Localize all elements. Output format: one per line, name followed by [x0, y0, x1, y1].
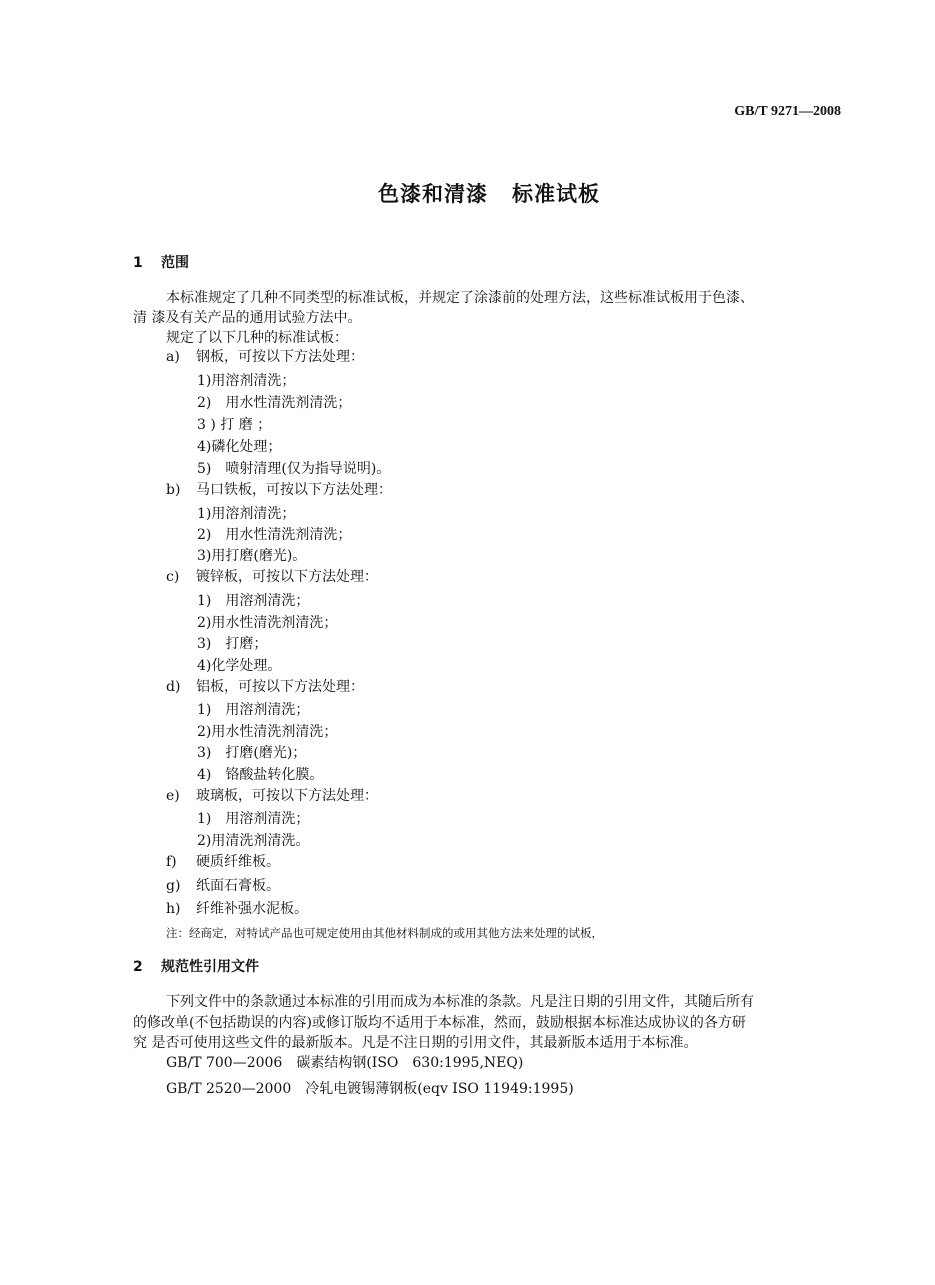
- reference-item: GB/T 700—2006 碳素结构钢(ISO 630:1995,NEQ): [166, 1055, 524, 1071]
- sub-item: 2) 用水性清洗剂清洗；: [197, 527, 352, 543]
- sub-item: 1)用溶剂清洗；: [197, 373, 296, 389]
- sub-item: 3) 打磨(磨光)；: [197, 745, 307, 761]
- sub-item: 3) 打磨；: [197, 636, 268, 652]
- sub-item: 4)磷化处理；: [197, 439, 282, 455]
- list-marker: g): [166, 878, 181, 894]
- section-2-heading: [133, 956, 259, 976]
- list-item-text: 纸面石膏板。: [196, 878, 280, 894]
- list-item-text: 铝板，可按以下方法处理：: [196, 679, 364, 695]
- section-number: 1: [133, 255, 143, 271]
- sub-item: 1) 用溶剂清洗；: [197, 811, 310, 827]
- list-item-text: 马口铁板，可按以下方法处理：: [196, 482, 392, 498]
- sub-item: 3)用打磨(磨光)。: [197, 548, 307, 564]
- list-marker: f): [166, 854, 177, 870]
- sub-item: 2) 用水性清洗剂清洗；: [197, 395, 352, 411]
- list-marker: d): [166, 679, 181, 695]
- sub-item: 4) 铬酸盐转化膜。: [197, 767, 324, 783]
- list-item: [166, 877, 280, 895]
- section-title: 范围: [161, 255, 189, 271]
- note: 注：经商定，对特试产品也可规定使用由其他材料制成的或用其他方法来处理的试板，: [166, 926, 603, 940]
- sub-item: 1)用溶剂清洗；: [197, 506, 296, 522]
- paragraph-line: 清 漆及有关产品的通用试验方法中。: [133, 310, 362, 326]
- list-item: [166, 348, 364, 366]
- list-item-text: 镀锌板，可按以下方法处理：: [196, 569, 378, 585]
- list-item: [166, 787, 378, 805]
- list-item: [166, 900, 308, 918]
- sub-item: 2)用清洗剂清洗。: [197, 833, 310, 849]
- list-item-text: 钢板，可按以下方法处理：: [196, 349, 364, 365]
- list-marker: h): [166, 901, 181, 917]
- sub-item: 2)用水性清洗剂清洗；: [197, 615, 338, 631]
- list-marker: c): [166, 569, 180, 585]
- sub-item: 1) 用溶剂清洗；: [197, 593, 310, 609]
- list-marker: a): [166, 349, 180, 365]
- sub-item: 5) 喷射清理(仅为指导说明)。: [197, 461, 391, 477]
- list-item: [166, 853, 280, 871]
- title-part-1: 色漆和清漆: [378, 182, 488, 206]
- list-item-text: 硬质纤维板。: [196, 854, 280, 870]
- title-part-2: 标准试板: [512, 182, 600, 206]
- sub-item: 4)化学处理。: [197, 658, 282, 674]
- list-item: [166, 568, 378, 586]
- paragraph-line: 下列文件中的条款通过本标准的引用而成为本标准的条款。凡是注日期的引用文件，其随后所有: [166, 994, 754, 1010]
- list-item: [166, 481, 392, 499]
- reference-item: GB/T 2520—2000 冷轧电镀锡薄钢板(eqv ISO 11949:1995): [166, 1081, 574, 1097]
- section-number: 2: [133, 959, 143, 975]
- standard-number: GB/T 9271—2008: [734, 104, 841, 119]
- paragraph-line: 究 是否可使用这些文件的最新版本。凡是不注日期的引用文件，其最新版本适用于本标准。: [133, 1035, 698, 1051]
- list-marker: e): [166, 788, 180, 804]
- sub-item: 1) 用溶剂清洗；: [197, 702, 310, 718]
- paragraph-line: 的修改单(不包括勘误的内容)或修订版均不适用于本标准，然而，鼓励根据本标准达成协议的各方研: [133, 1015, 746, 1031]
- paragraph-line: 规定了以下几种的标准试板：: [166, 330, 348, 346]
- list-item-text: 纤维补强水泥板。: [196, 901, 308, 917]
- list-item-text: 玻璃板，可按以下方法处理：: [196, 788, 378, 804]
- sub-item: 2)用水性清洗剂清洗；: [197, 724, 338, 740]
- section-title: 规范性引用文件: [161, 959, 259, 975]
- list-marker: b): [166, 482, 181, 498]
- list-item: [166, 678, 364, 696]
- document-title: [0, 178, 935, 208]
- paragraph-line: 本标准规定了几种不同类型的标准试板，并规定了涂漆前的处理方法，这些标准试板用于色漆、: [166, 290, 754, 306]
- section-1-heading: [133, 252, 189, 272]
- sub-item: 3 ) 打 磨 ；: [197, 417, 272, 433]
